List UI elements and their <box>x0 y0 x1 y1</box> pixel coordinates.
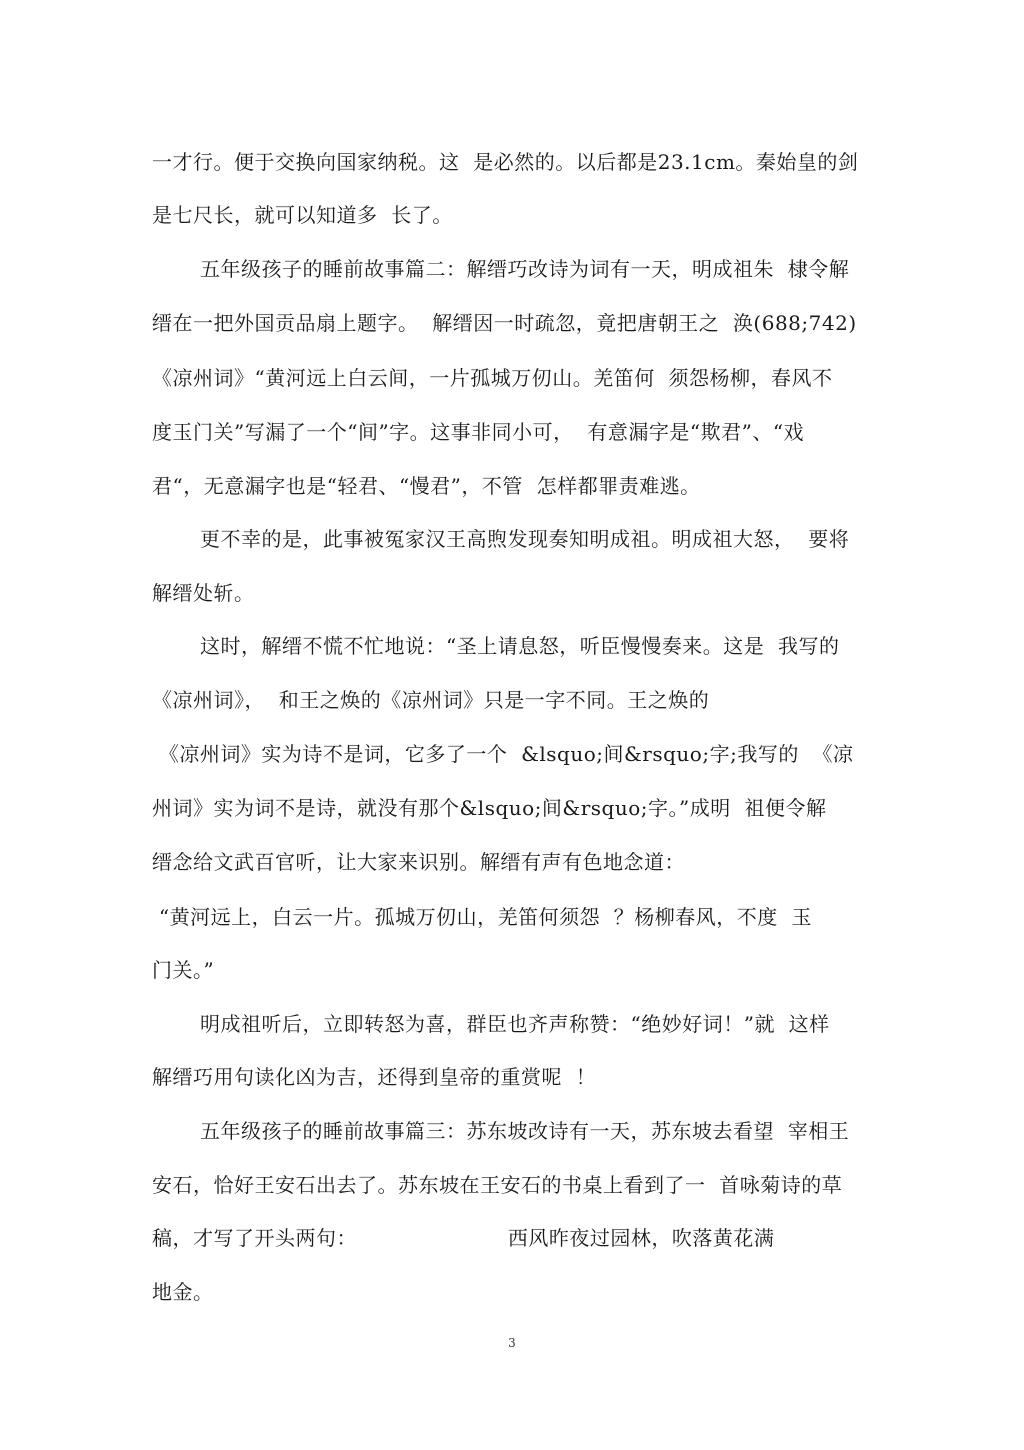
text-line: 《凉州词》， 和王之焕的《凉州词》只是一字不同。王之焕的 <box>152 688 710 712</box>
text-line: 《凉州词》“黄河远上白云间，一片孤城万仞山。羌笛何 须怨杨柳，春风不 <box>152 366 833 390</box>
text-line: 解缙处斩。 <box>152 581 255 605</box>
paragraph-start-line: 五年级孩子的睡前故事篇三：苏东坡改诗有一天，苏东坡去看望 宰相王 <box>200 1119 850 1143</box>
paragraph-start-line: 更不幸的是，此事被冤家汉王高煦发现奏知明成祖。明成祖大怒， 要将 <box>200 527 850 551</box>
text-line: 一才行。便于交换向国家纳税。这 是必然的。以后都是23.1cm。秦始皇的剑 <box>152 150 859 174</box>
text-line: 稿，才写了开头两句： 西风昨夜过园林，吹落黄花满 <box>152 1226 775 1250</box>
text-line: 缙念给文武百官听，让大家来识别。解缙有声有色地念道： <box>152 850 685 874</box>
text-line: 解缙巧用句读化凶为吉，还得到皇帝的重赏呢 ！ <box>152 1065 597 1089</box>
paragraph-start-line: 五年级孩子的睡前故事篇二：解缙巧改诗为词有一天，明成祖朱 棣令解 <box>200 257 850 281</box>
text-line: 缙在一把外国贡品扇上题字。 解缙因一时疏忽，竟把唐朝王之 涣(688;742) <box>152 311 857 335</box>
text-line: 地金。 <box>152 1280 214 1304</box>
paragraph-start-line: 这时，解缙不慌不忙地说：“圣上请息怒，听臣慢慢奏来。这是 我写的 <box>200 634 840 658</box>
text-line: 州词》实为词不是诗，就没有那个&lsquo;间&rsquo;字。”成明 祖便令解 <box>152 796 827 820</box>
page-number: 3 <box>508 1336 516 1350</box>
text-line: 《凉州词》实为诗不是词，它多了一个 &lsquo;间&rsquo;字;我写的 《凉 <box>152 742 854 766</box>
paragraph-start-line: 明成祖听后，立即转怒为喜，群臣也齐声称赞：“绝妙好词！”就 这样 <box>200 1012 830 1036</box>
text-line: 门关。” <box>152 958 215 982</box>
text-line: 君“，无意漏字也是“轻君、“慢君”，不管 怎样都罪责难逃。 <box>152 474 701 498</box>
text-line: “黄河远上，白云一片。孤城万仞山，羌笛何须怨 ？杨柳春风，不度 玉 <box>152 905 813 929</box>
text-line: 是七尺长，就可以知道多 长了。 <box>152 203 453 227</box>
text-line: 度玉门关”写漏了一个“间”字。这事非同小可， 有意漏字是“欺君”、“戏 <box>152 420 805 444</box>
text-line: 安石，恰好王安石出去了。苏东坡在王安石的书桌上看到了一 首咏菊诗的草 <box>152 1173 843 1197</box>
